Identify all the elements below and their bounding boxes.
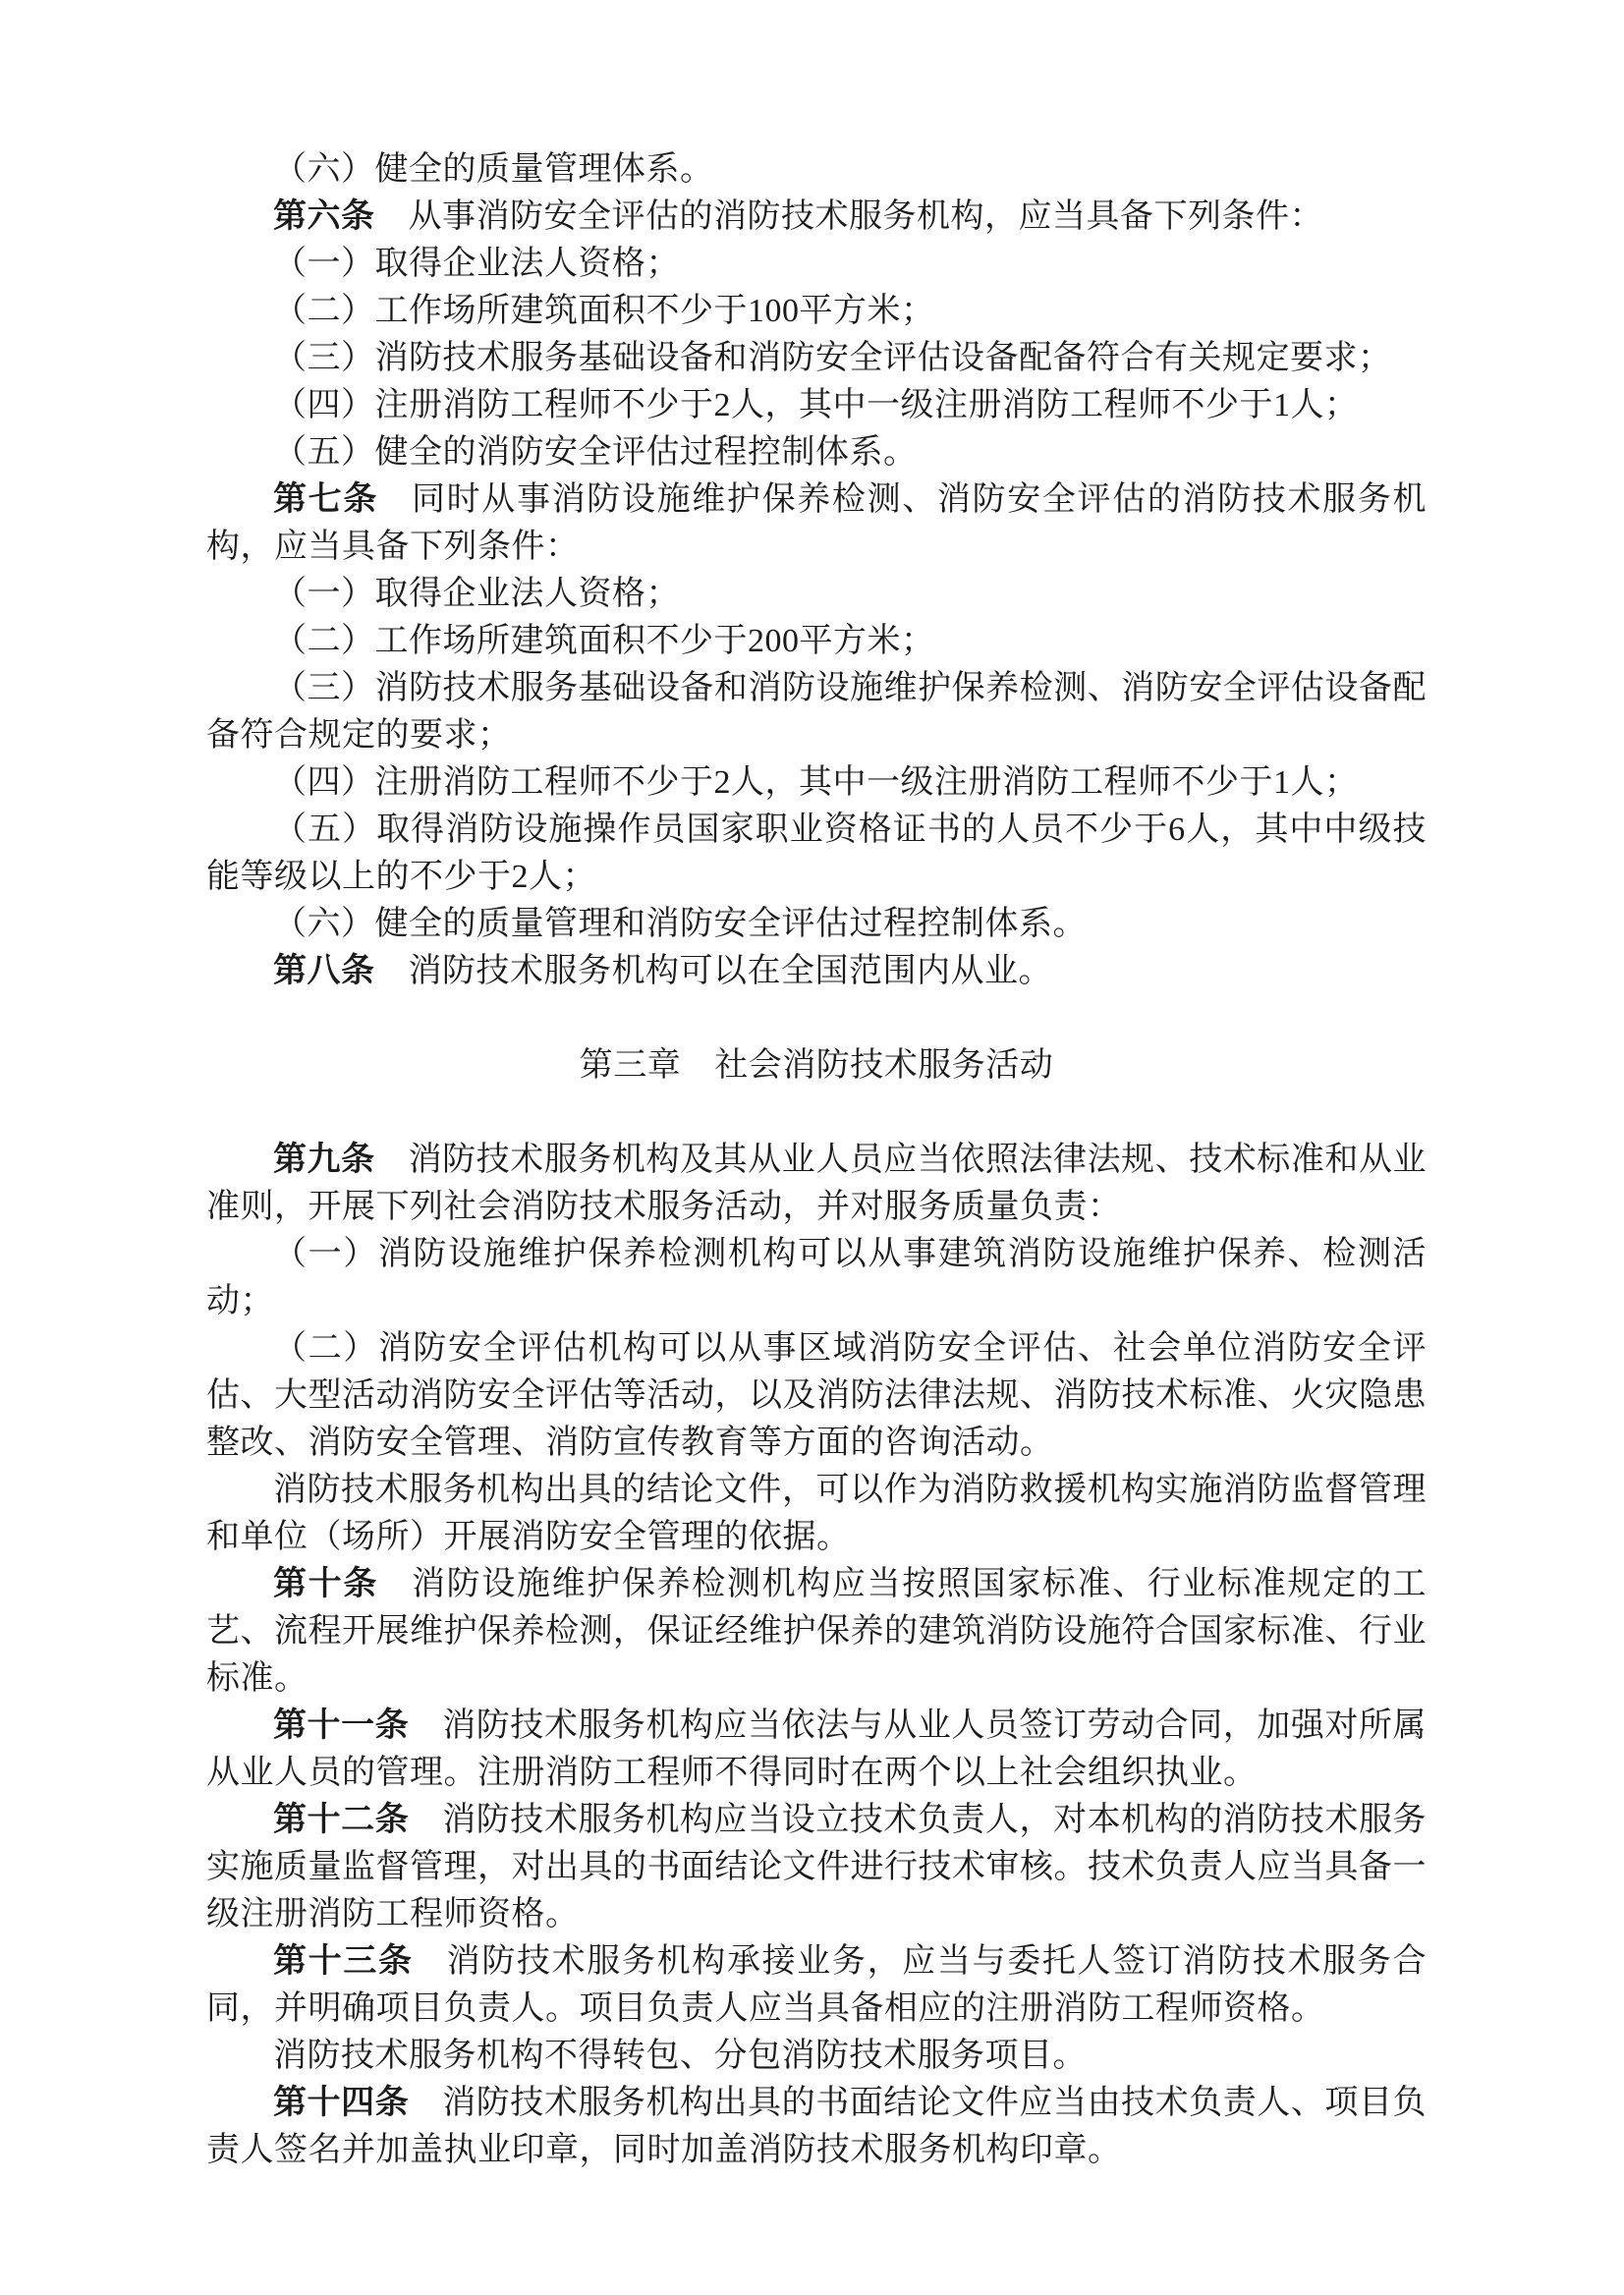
article-text: 从事消防安全评估的消防技术服务机构，应当具备下列条件： (408, 198, 1323, 235)
paragraph: （二）工作场所建筑面积不少于200平方米； (273, 623, 935, 659)
document-content (206, 146, 1427, 2174)
article-text: 消防技术服务机构可以在全国范围内从业。 (408, 953, 1052, 989)
article-number: 第十二条 (273, 1802, 410, 1838)
paragraph: （六）健全的质量管理体系。 (273, 151, 714, 188)
paragraph: 消防技术服务机构不得转包、分包消防技术服务项目。 (273, 2038, 1087, 2074)
article-paragraph (206, 1938, 1427, 2033)
article-paragraph (206, 1137, 1427, 1231)
article-paragraph (206, 1797, 1427, 1938)
article-text: 消防技术服务机构出具的书面结论文件应当由技术负责人、项目负责人签名并加盖执业印章，同时加盖消防技术服务机构印章。 (206, 2085, 1427, 2168)
paragraph: （四）注册消防工程师不少于2人，其中一级注册消防工程师不少于1人； (273, 764, 1359, 801)
blank-line (206, 995, 1427, 1042)
paragraph: （四）注册消防工程师不少于2人，其中一级注册消防工程师不少于1人； (273, 387, 1359, 423)
paragraph: （五）健全的消防安全评估过程控制体系。 (273, 434, 918, 471)
paragraph: （三）消防技术服务基础设备和消防安全评估设备配备符合有关规定要求； (273, 340, 1392, 376)
paragraph: （三）消防技术服务基础设备和消防设施维护保养检测、消防安全评估设备配备符合规定的要求； (206, 670, 1427, 754)
paragraph: （二）工作场所建筑面积不少于100平方米； (273, 293, 935, 329)
chapter-title: 社会消防技术服务活动 (714, 1047, 1054, 1084)
article-number: 第十三条 (273, 1943, 414, 1980)
article-paragraph (206, 1703, 1427, 1797)
article-text: 消防设施维护保养检测机构应当按照国家标准、行业标准规定的工艺、流程开展维护保养检测，保证经维护保养的建筑消防设施符合国家标准、行业标准。 (206, 1566, 1427, 1697)
article-text: 消防技术服务机构应当依法与从业人员签订劳动合同，加强对所属从业人员的管理。注册消防工程师不得同时在两个以上社会组织执业。 (206, 1707, 1427, 1791)
article-paragraph (206, 948, 1427, 995)
article-number: 第七条 (273, 481, 378, 518)
article-number: 第十一条 (273, 1707, 410, 1744)
article-paragraph (206, 476, 1427, 571)
paragraph: （一）消防设施维护保养检测机构可以从事建筑消防设施维护保养、检测活动； (206, 1236, 1427, 1319)
article-paragraph (206, 194, 1427, 241)
paragraph: 消防技术服务机构出具的结论文件，可以作为消防救援机构实施消防监督管理和单位（场所）开展消防安全管理的依据。 (206, 1472, 1427, 1555)
chapter-heading (206, 1042, 1427, 1090)
article-number: 第八条 (273, 953, 375, 989)
chapter-number: 第三章 (579, 1047, 682, 1084)
paragraph: （五）取得消防设施操作员国家职业资格证书的人员不少于6人，其中中级技能等级以上的不少于2人； (206, 812, 1427, 895)
article-number: 第六条 (273, 198, 375, 235)
article-number: 第十四条 (273, 2085, 410, 2121)
paragraph: （六）健全的质量管理和消防安全评估过程控制体系。 (273, 906, 1087, 942)
article-paragraph (206, 1561, 1427, 1703)
article-text: 消防技术服务机构及其从业人员应当依照法律法规、技术标准和从业准则，开展下列社会消防技术服务活动，并对服务质量负责： (206, 1142, 1427, 1225)
paragraph: （一）取得企业法人资格； (273, 576, 680, 612)
paragraph: （一）取得企业法人资格； (273, 246, 680, 282)
article-number: 第九条 (273, 1142, 375, 1178)
article-number: 第十条 (273, 1566, 378, 1602)
article-text: 消防技术服务机构承接业务，应当与委托人签订消防技术服务合同，并明确项目负责人。项目负责人应当具备相应的注册消防工程师资格。 (206, 1943, 1428, 2027)
article-text: 同时从事消防设施维护保养检测、消防安全评估的消防技术服务机构，应当具备下列条件： (206, 481, 1427, 565)
article-paragraph (206, 2080, 1427, 2174)
paragraph: （二）消防安全评估机构可以从事区域消防安全评估、社会单位消防安全评估、大型活动消防安全评估等活动，以及消防法律法规、消防技术标准、火灾隐患整改、消防安全管理、消防宣传教育等方面的咨询活动。 (206, 1330, 1427, 1461)
article-text: 消防技术服务机构应当设立技术负责人，对本机构的消防技术服务实施质量监督管理，对出具的书面结论文件进行技术审核。技术负责人应当具备一级注册消防工程师资格。 (206, 1802, 1427, 1932)
blank-line (206, 1090, 1427, 1137)
